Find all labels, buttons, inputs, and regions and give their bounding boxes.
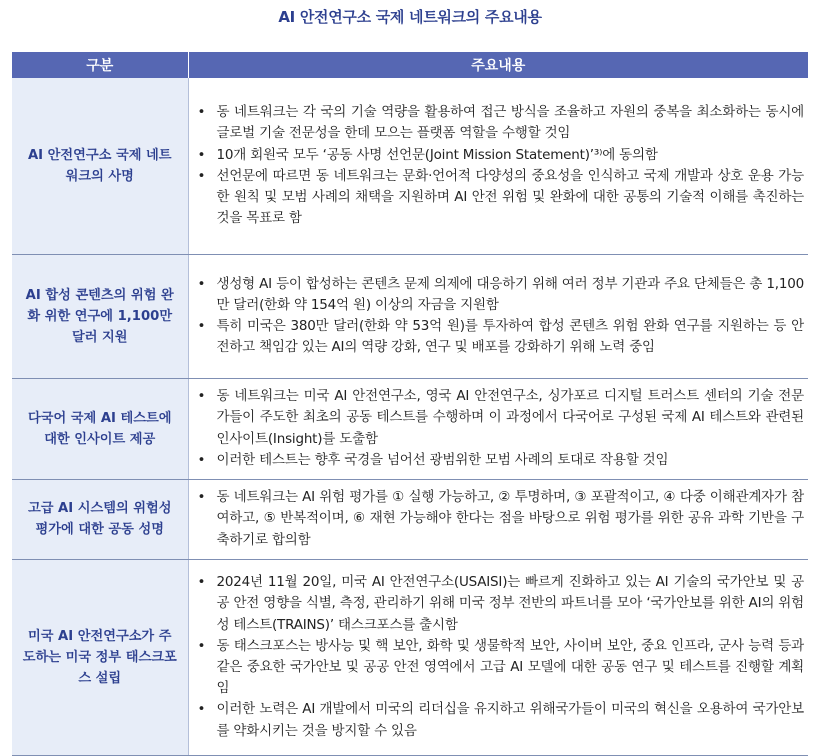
table-row — [12, 254, 808, 378]
list-item: • 동 네트워크는 AI 위험 평가를 ① 실행 가능하고, ② 투명하며, ③ 포괄적이고, ④ 다중 이해관계자가 참여하고, ⑤ 반복적이며, ⑥ 재현 가능해야 한다는 점을 바탕으로 위험 평가를 위한 공유 과학 기반을 구축하기로 합의함 — [189, 487, 805, 551]
list-item: • 특히 미국은 380만 달러(한화 약 53억 원)를 투자하여 합성 콘텐츠 위험 완화 연구를 지원하는 등 안전하고 책임감 있는 AI의 역량 강화, 연구 및 배포를 강화하기 위해 노력 중임 — [189, 316, 805, 358]
row-category: 다국어 국제 AI 테스트에 대한 인사이트 제공 — [12, 378, 188, 479]
list-item: • 동 태스크포스는 방사능 및 핵 보안, 화학 및 생물학적 보안, 사이버 보안, 중요 인프라, 군사 능력 등과 같은 중요한 국가안보 및 공공 안전 영역에서 고급 AI 모델에 대한 공동 연구 및 테스트를 진행할 계획임 — [189, 636, 805, 700]
row-content — [188, 78, 808, 254]
table-row — [12, 559, 808, 755]
header-category: 구분 — [12, 52, 188, 78]
table-row — [12, 378, 808, 479]
list-item: • 2024년 11월 20일, 미국 AI 안전연구소(USAISI)는 빠르게 진화하고 있는 AI 기술의 국가안보 및 공공 안전 영향을 식별, 측정, 관리하기 위해 미국 정부 전반의 파트너를 모아 ‘국가안보를 위한 AI의 위험성 테스트(TRAINS)’ 태스크포스를 출시함 — [189, 572, 805, 636]
row-category: 고급 AI 시스템의 위험성 평가에 대한 공동 성명 — [12, 479, 188, 559]
list-item: • 이러한 테스트는 향후 국경을 넘어선 광범위한 모범 사례의 토대로 작용할 것임 — [189, 450, 805, 471]
list-item: • 동 네트워크는 각 국의 기술 역량을 활용하여 접근 방식을 조율하고 자원의 중복을 최소화하는 동시에 글로벌 기술 전문성을 한데 모으는 플랫폼 역할을 수행할 것임 — [189, 102, 805, 144]
table-header-row — [12, 52, 808, 78]
row-content — [188, 254, 808, 378]
list-item: • 이러한 노력은 AI 개발에서 미국의 리더십을 유지하고 위해국가들이 미국의 혁신을 오용하여 국가안보를 약화시키는 것을 방지할 수 있음 — [189, 699, 805, 741]
summary-table — [12, 52, 808, 756]
list-item: • 생성형 AI 등이 합성하는 콘텐츠 문제 의제에 대응하기 위해 여러 정부 기관과 주요 단체들은 총 1,100만 달러(한화 약 154억 원) 이상의 자금을 지원함 — [189, 274, 805, 316]
row-category: 미국 AI 안전연구소가 주도하는 미국 정부 태스크포스 설립 — [12, 559, 188, 755]
header-content: 주요내용 — [188, 52, 808, 78]
row-content — [188, 559, 808, 755]
table-row — [12, 78, 808, 254]
list-item: • 선언문에 따르면 동 네트워크는 문화·언어적 다양성의 중요성을 인식하고 국제 개발과 상호 운용 가능한 원칙 및 모범 사례의 채택을 지원하며 AI 안전 위험 및 완화에 대한 공통의 기술적 이해를 촉진하는 것을 목표로 함 — [189, 166, 805, 230]
page-title: AI 안전연구소 국제 네트워크의 주요내용 — [278, 8, 542, 26]
list-item: • 10개 회원국 모두 ‘공동 사명 선언문(Joint Mission Statement)’³⁾에 동의함 — [189, 145, 805, 166]
row-category: AI 안전연구소 국제 네트워크의 사명 — [12, 78, 188, 254]
row-content — [188, 479, 808, 559]
row-category: AI 합성 콘텐츠의 위험 완화 위한 연구에 1,100만 달러 지원 — [12, 254, 188, 378]
row-content — [188, 378, 808, 479]
table-row — [12, 479, 808, 559]
list-item: • 동 네트워크는 미국 AI 안전연구소, 영국 AI 안전연구소, 싱가포르 디지털 트러스트 센터의 기술 전문가들이 주도한 최초의 공동 테스트를 수행하며 이 과정에서 다국어로 구성된 국제 AI 테스트와 관련된 인사이트(Insight)를 도출함 — [189, 386, 805, 450]
